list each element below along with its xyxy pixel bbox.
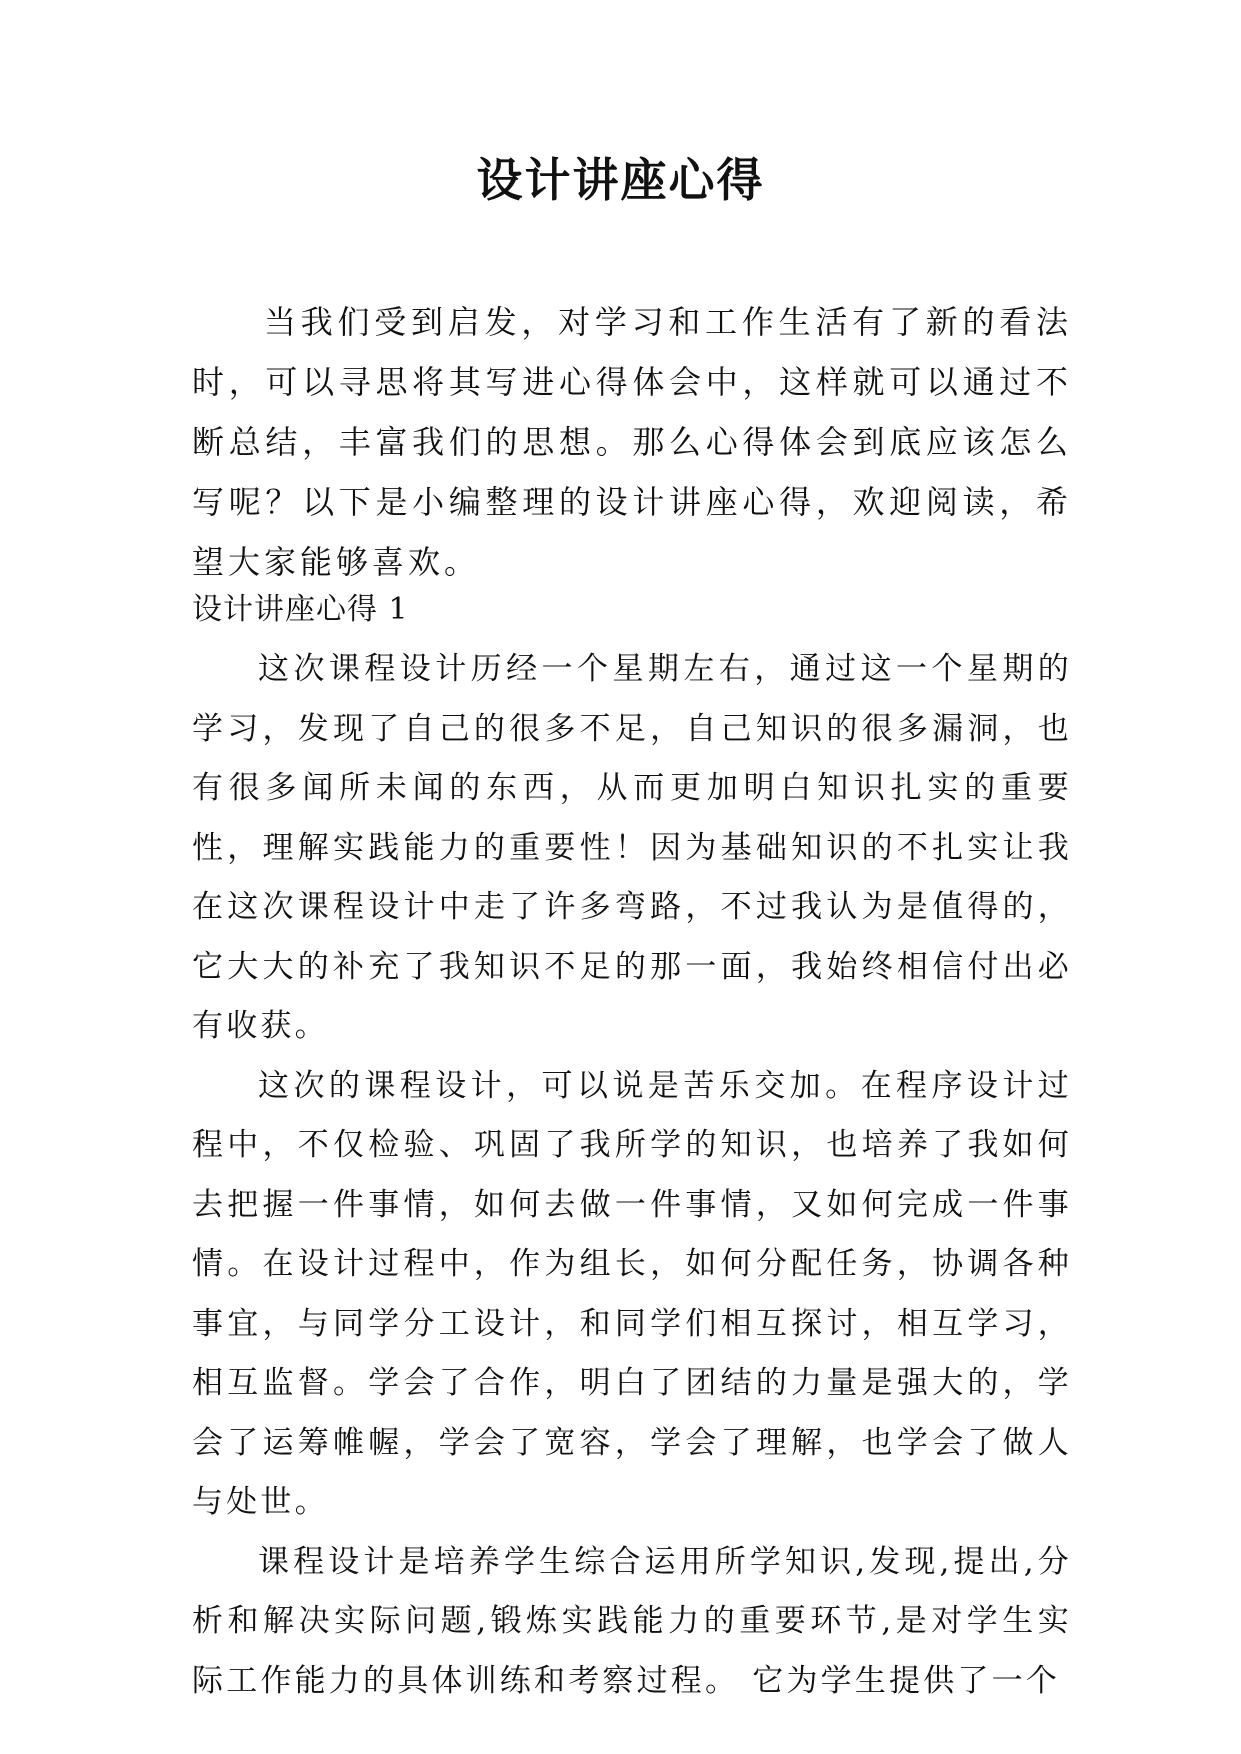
section-heading: 设计讲座心得 1 — [192, 592, 409, 627]
body-paragraph: 课程设计是培养学生综合运用所学知识,发现,提出,分析和解决实际问题,锻炼实践能力的重要环节,是对学生实际工作能力的具体训练和考察过程。 它为学生提供了一个 — [192, 1543, 1072, 1699]
section-1 — [192, 582, 1072, 1711]
intro-paragraph: 当我们受到启发，对学习和工作生活有了新的看法时，可以寻思将其写进心得体会中，这样就可以通过不断总结，丰富我们的思想。那么心得体会到底应该怎么写呢？以下是小编整理的设计讲座心得，欢迎阅读，希望大家能够喜欢。 — [192, 303, 1072, 581]
body-paragraph: 这次课程设计历经一个星期左右，通过这一个星期的学习，发现了自己的很多不足，自己知识的很多漏洞，也有很多闻所未闻的东西，从而更加明白知识扎实的重要性，理解实践能力的重要性！因为基础知识的不扎实让我在这次课程设计中走了许多弯路，不过我认为是值得的，它大大的补充了我知识不足的那一面，我始终相信付出必有收获。 — [192, 651, 1072, 1044]
body-paragraph: 这次的课程设计，可以说是苦乐交加。在程序设计过程中，不仅检验、巩固了我所学的知识，也培养了我如何去把握一件事情，如何去做一件事情，又如何完成一件事情。在设计过程中，作为组长，如何分配任务，协调各种事宜，与同学分工设计，和同学们相互探讨，相互学习，相互监督。学会了合作，明白了团结的力量是强大的，学会了运筹帷幄，学会了宽容，学会了理解，也学会了做人与处世。 — [192, 1067, 1072, 1520]
document-title: 设计讲座心得 — [476, 153, 765, 207]
